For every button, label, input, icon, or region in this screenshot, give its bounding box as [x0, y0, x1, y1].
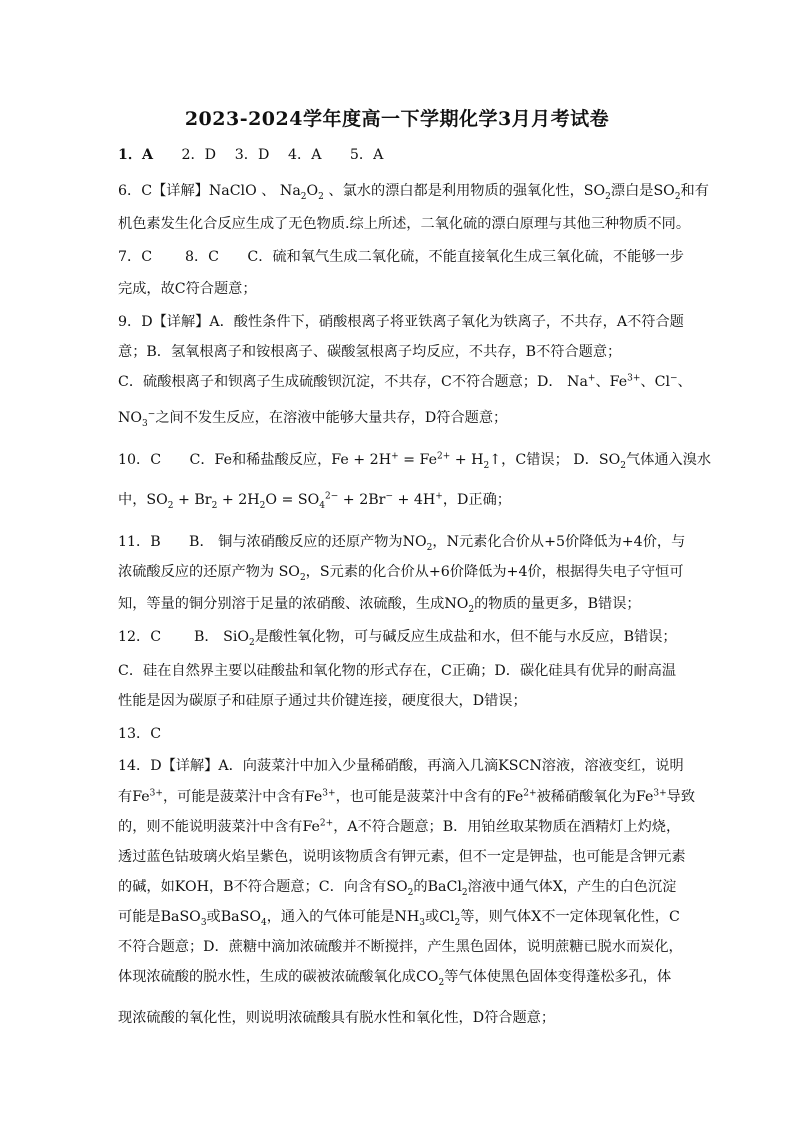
- answer-line: 浓硫酸反应的还原产物为 $SO_2$，S元素的化合价从+6价降低为+4价，根据得失电子守恒可: [118, 564, 684, 583]
- answer-line: 的，则不能说明菠菜汁中含有$Fe^{2+}$，A不符合题意；B．用铂丝取某物质在酒精灯上灼烧，: [118, 818, 681, 835]
- answer-line: 机色素发生化合反应生成了无色物质.综上所述，二氧化硫的漂白原理与其他三种物质不同。: [118, 216, 691, 232]
- answer-line: 知，等量的铜分别溶于足量的浓硝酸、浓硫酸，生成$NO_2$的物质的量更多，B错误；: [118, 596, 641, 615]
- answer-line: 9．D【详解】A．酸性条件下，硝酸根离子将亚铁离子氧化为铁离子，不共存，A不符合题: [118, 314, 684, 330]
- answer-line: 现浓硫酸的氧化性，则说明浓硫酸具有脱水性和氧化性，D符合题意；: [118, 1010, 556, 1026]
- answer-line: 可能是BaSO$_3$或BaSO$_4$，通入的气体可能是$NH_3$或$Cl_2$等，则气体X不一定体现氧化性，C: [118, 909, 680, 928]
- answer-line: 完成，故C符合题意；: [118, 281, 257, 297]
- answer-line: 中，$SO_2 + Br_2 + 2H_2O = SO_4^{2-} + 2Br^- + 4H^+$，D正确；: [118, 491, 511, 511]
- answer-line: 1．A 2．D 3．D 4．A 5．A: [118, 147, 384, 163]
- answer-line: 6．C【详解】NaClO 、 $Na_2O_2$ 、氯水的漂白都是利用物质的强氧化性，$SO_2$漂白是$SO_2$和有: [118, 183, 709, 202]
- answer-line: 透过蓝色钴玻璃火焰呈紫色，说明该物质含有钾元素，但不一定是钾盐，也可能是含钾元素: [118, 849, 686, 865]
- answer-line: 的碱，如KOH，B不符合题意；C．向含有$SO_2$的BaCl$_2$溶液中通气体X，产生的白色沉淀: [118, 879, 677, 898]
- answer-line: 性能是因为碳原子和硅原子通过共价键连接，硬度很大，D错误；: [118, 693, 527, 709]
- answer-line: 10．C C．Fe和稀盐酸反应，$Fe + 2H^+ = Fe^{2+}$ + $H_2↑$，C错误； D．$SO_2$气体通入溴水: [118, 451, 712, 471]
- exam-title: 2023-2024学年度高一下学期化学3月月考试卷: [184, 108, 610, 130]
- answer-line: 有$Fe^{3+}$，可能是菠菜汁中含有$Fe^{3+}$，也可能是菠菜汁中含有的$Fe^{2+}$被稀硝酸氧化为$Fe^{3+}$导致: [118, 788, 696, 805]
- answer-line: 11．B B． 铜与浓硝酸反应的还原产物为$NO_2$，N元素化合价从+5价降低为+4价，与: [118, 534, 686, 553]
- answer-line: C．硅在自然界主要以硅酸盐和氧化物的形式存在，C正确；D．碳化硅具有优异的耐高温: [118, 663, 677, 679]
- answer-line: 14．D【详解】A．向菠菜汁中加入少量稀硝酸，再滴入几滴KSCN溶液，溶液变红，说明: [118, 758, 684, 774]
- answer-line: $NO_3^-$之间不发生反应，在溶液中能够大量共存，D符合题意；: [118, 409, 508, 429]
- answer-line: 12．C B． SiO$_2$是酸性氧化物，可与碱反应生成盐和水，但不能与水反应，B错误；: [118, 629, 677, 648]
- answer-line: 7．C 8．C C．硫和氧气生成二氧化硫，不能直接氧化生成三氧化硫，不能够一步: [118, 249, 684, 265]
- answer-line: 体现浓硫酸的脱水性，生成的碳被浓硫酸氧化成$CO_2$等气体使黑色固体变得蓬松多孔，体: [118, 969, 672, 988]
- answer-line: C．硫酸根离子和钡离子生成硫酸钡沉淀，不共存，C不符合题意；D． Na+、$Fe^{3+}$、Cl−、: [118, 373, 692, 390]
- answer-line: 意；B．氢氧根离子和铵根离子、碳酸氢根离子均反应，不共存，B不符合题意；: [118, 344, 622, 360]
- answer-line: 不符合题意；D．蔗糖中滴加浓硫酸并不断搅拌，产生黑色固体，说明蔗糖已脱水而炭化，: [118, 939, 683, 955]
- answer-line: 13．C: [118, 726, 162, 742]
